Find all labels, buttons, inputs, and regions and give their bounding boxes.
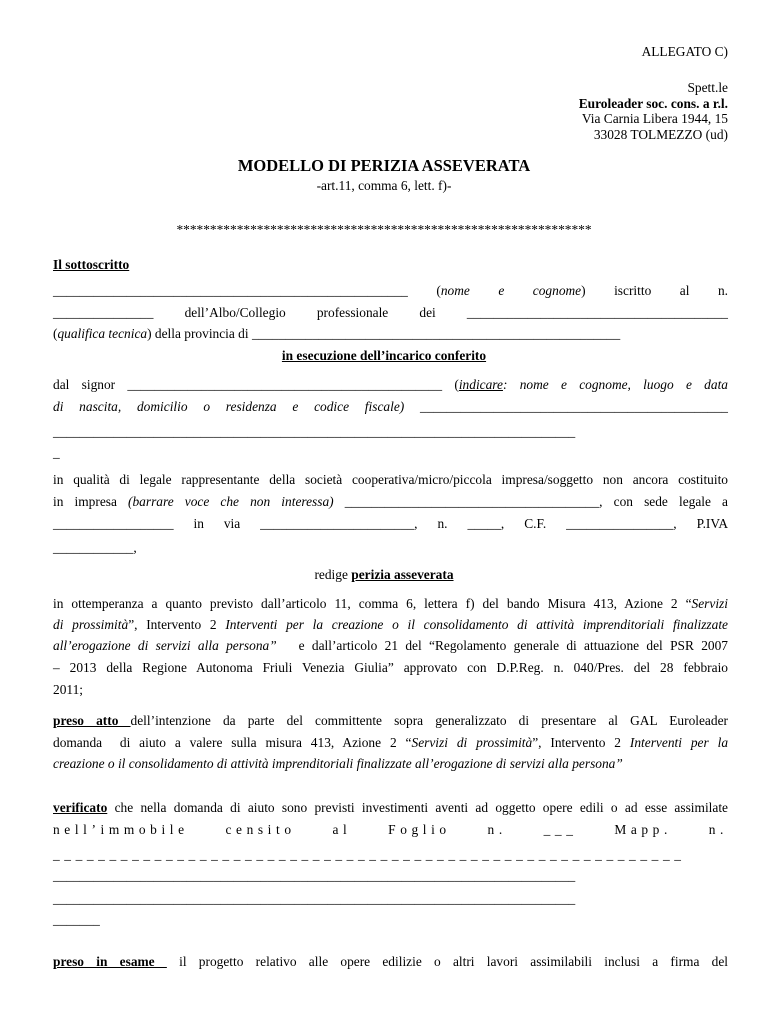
ottemperanza-line-1 xyxy=(53,596,728,612)
blank-dash: _ xyxy=(53,445,60,460)
ott-interventi: Interventi per la creazione o il consolidamento di attività imprenditoriali finalizzate xyxy=(225,617,729,632)
verificato-blank-short: _______ xyxy=(53,912,100,927)
label-sede: ______________________________________, con sede legale a xyxy=(333,494,728,509)
preso-esame-line-1 xyxy=(53,954,728,970)
line-qualifica xyxy=(53,326,620,342)
preso-atto-line-1 xyxy=(53,713,728,729)
recipient-name: Euroleader soc. cons. a r.l. xyxy=(578,96,728,111)
label-impresa: in impresa xyxy=(53,494,129,509)
label-qualifica: qualifica tecnica xyxy=(57,326,148,341)
label-signor: dal signor _______________________________________________ ( xyxy=(53,377,459,392)
verificato-blank-dashed: ________________________________________________________ xyxy=(53,847,686,862)
paren-open: ( xyxy=(407,283,441,298)
label-redige: redige xyxy=(314,567,352,582)
document-subtitle: -art.11, comma 6, lett. f)- xyxy=(316,178,452,193)
ottemperanza-line-2 xyxy=(53,617,728,633)
label-preso-esame: preso in esame xyxy=(53,954,167,969)
preso-atto-text-2: domanda di aiuto a valere sulla misura 413, Azione 2 “ xyxy=(53,735,412,750)
ottemperanza-line-5: 2011; xyxy=(53,682,84,697)
blank-nome: _____________________________________________________ xyxy=(53,283,408,298)
blank-albo: _______________________________________ xyxy=(466,305,728,320)
recipient-salutation: Spett.le xyxy=(687,80,728,95)
ott-regolamento: e dall’articolo 21 del “Regolamento generale di attuazione del PSR 2007 xyxy=(276,638,728,653)
label-verificato: verificato xyxy=(53,800,108,815)
verificato-blank-2: ______________________________________________________________________________ xyxy=(53,891,576,906)
line-signor xyxy=(53,377,728,393)
heading-incarico: in esecuzione dell’incarico conferito xyxy=(281,348,487,363)
label-iscritto: ) iscritto al n. xyxy=(581,283,728,298)
blank-piva: ____________, xyxy=(53,540,137,555)
ott-intervento: ”, Intervento 2 xyxy=(128,617,226,632)
label-perizia: perizia asseverata xyxy=(351,567,454,582)
verificato-blank-1: ______________________________________________________________________________ xyxy=(53,868,576,883)
label-provincia: ) della provincia di _______________________________________________________ xyxy=(147,326,621,341)
line-via: __________________ in via _______________________, n. _____, C.F. ________________, P.IVA xyxy=(53,516,728,531)
blank-line-full-1: ______________________________________________________________________________ xyxy=(53,424,576,439)
verificato-text-1: che nella domanda di aiuto sono previsti investimenti aventi ad oggetto opere edili o ad esse assimilate xyxy=(107,800,728,815)
line-albo xyxy=(53,305,728,321)
blank-numero: _______________ xyxy=(53,305,154,320)
document-title: MODELLO DI PERIZIA ASSEVERATA xyxy=(237,156,531,175)
label-nascita: di nascita, domicilio o residenza e codice fiscale) xyxy=(53,399,405,414)
preso-atto-line-3: creazione o il consolidamento di attività imprenditoriali finalizzate all’erogazione di servizi alla persona” xyxy=(53,756,623,771)
verificato-line-1 xyxy=(53,800,728,816)
preso-atto-servizi: Servizi di prossimità xyxy=(411,735,533,750)
blank-nascita: ______________________________________________ xyxy=(404,399,728,414)
ott-erogazione: all’erogazione di servizi alla persona” xyxy=(53,638,277,653)
separator-stars: ************************************************************** xyxy=(176,222,592,237)
preso-atto-intervento: ”, Intervento 2 xyxy=(532,735,630,750)
recipient-city: 33028 TOLMEZZO (ud) xyxy=(593,127,728,142)
ott-prossimita: di prossimità xyxy=(53,617,129,632)
line-nome-cognome xyxy=(53,283,728,299)
preso-atto-text-1: dell’intenzione da parte del committente sopra generalizzato di presentare al GAL Euroleader xyxy=(130,713,728,728)
line-impresa xyxy=(53,494,728,510)
line-qualita: in qualità di legale rappresentante della società cooperativa/micro/piccola impresa/soggetto non ancora costituito xyxy=(53,472,728,487)
annex-label: ALLEGATO C) xyxy=(641,44,728,59)
label-preso-atto: preso atto xyxy=(53,713,131,728)
recipient-street: Via Carnia Libera 1944, 15 xyxy=(581,111,728,126)
label-barrare: (barrare voce che non interessa) xyxy=(128,494,334,509)
section-sottoscritto: Il sottoscritto xyxy=(53,257,130,272)
paren-open-2: ( xyxy=(53,326,58,341)
ottemperanza-line-4: – 2013 della Regione Autonoma Friuli Venezia Giulia” approvato con D.P.Reg. n. 040/Pres. del 28 febbraio xyxy=(53,660,728,675)
preso-esame-text: il progetto relativo alle opere edilizie o altri lavori assimilabili inclusi a firma del xyxy=(166,954,728,969)
ott-servizi: Servizi xyxy=(691,596,728,611)
preso-atto-line-2 xyxy=(53,735,728,751)
verificato-line-2: nell’immobile censito al Foglio n. ___ Mapp. n. xyxy=(53,822,728,837)
heading-redige xyxy=(0,567,768,583)
label-indicare-rest: : nome e cognome, luogo e data xyxy=(502,377,728,392)
preso-atto-interventi: Interventi per la xyxy=(629,735,729,750)
label-nome-cognome: nome e cognome xyxy=(440,283,582,298)
line-nascita xyxy=(53,399,728,415)
ott-text-1: in ottemperanza a quanto previsto dall’articolo 11, comma 6, lettera f) del bando Misura 413, Azione 2 “ xyxy=(53,596,692,611)
label-albo: dell’Albo/Collegio professionale dei xyxy=(153,305,467,320)
ottemperanza-line-3 xyxy=(53,638,728,654)
label-indicare: indicare xyxy=(458,377,503,392)
